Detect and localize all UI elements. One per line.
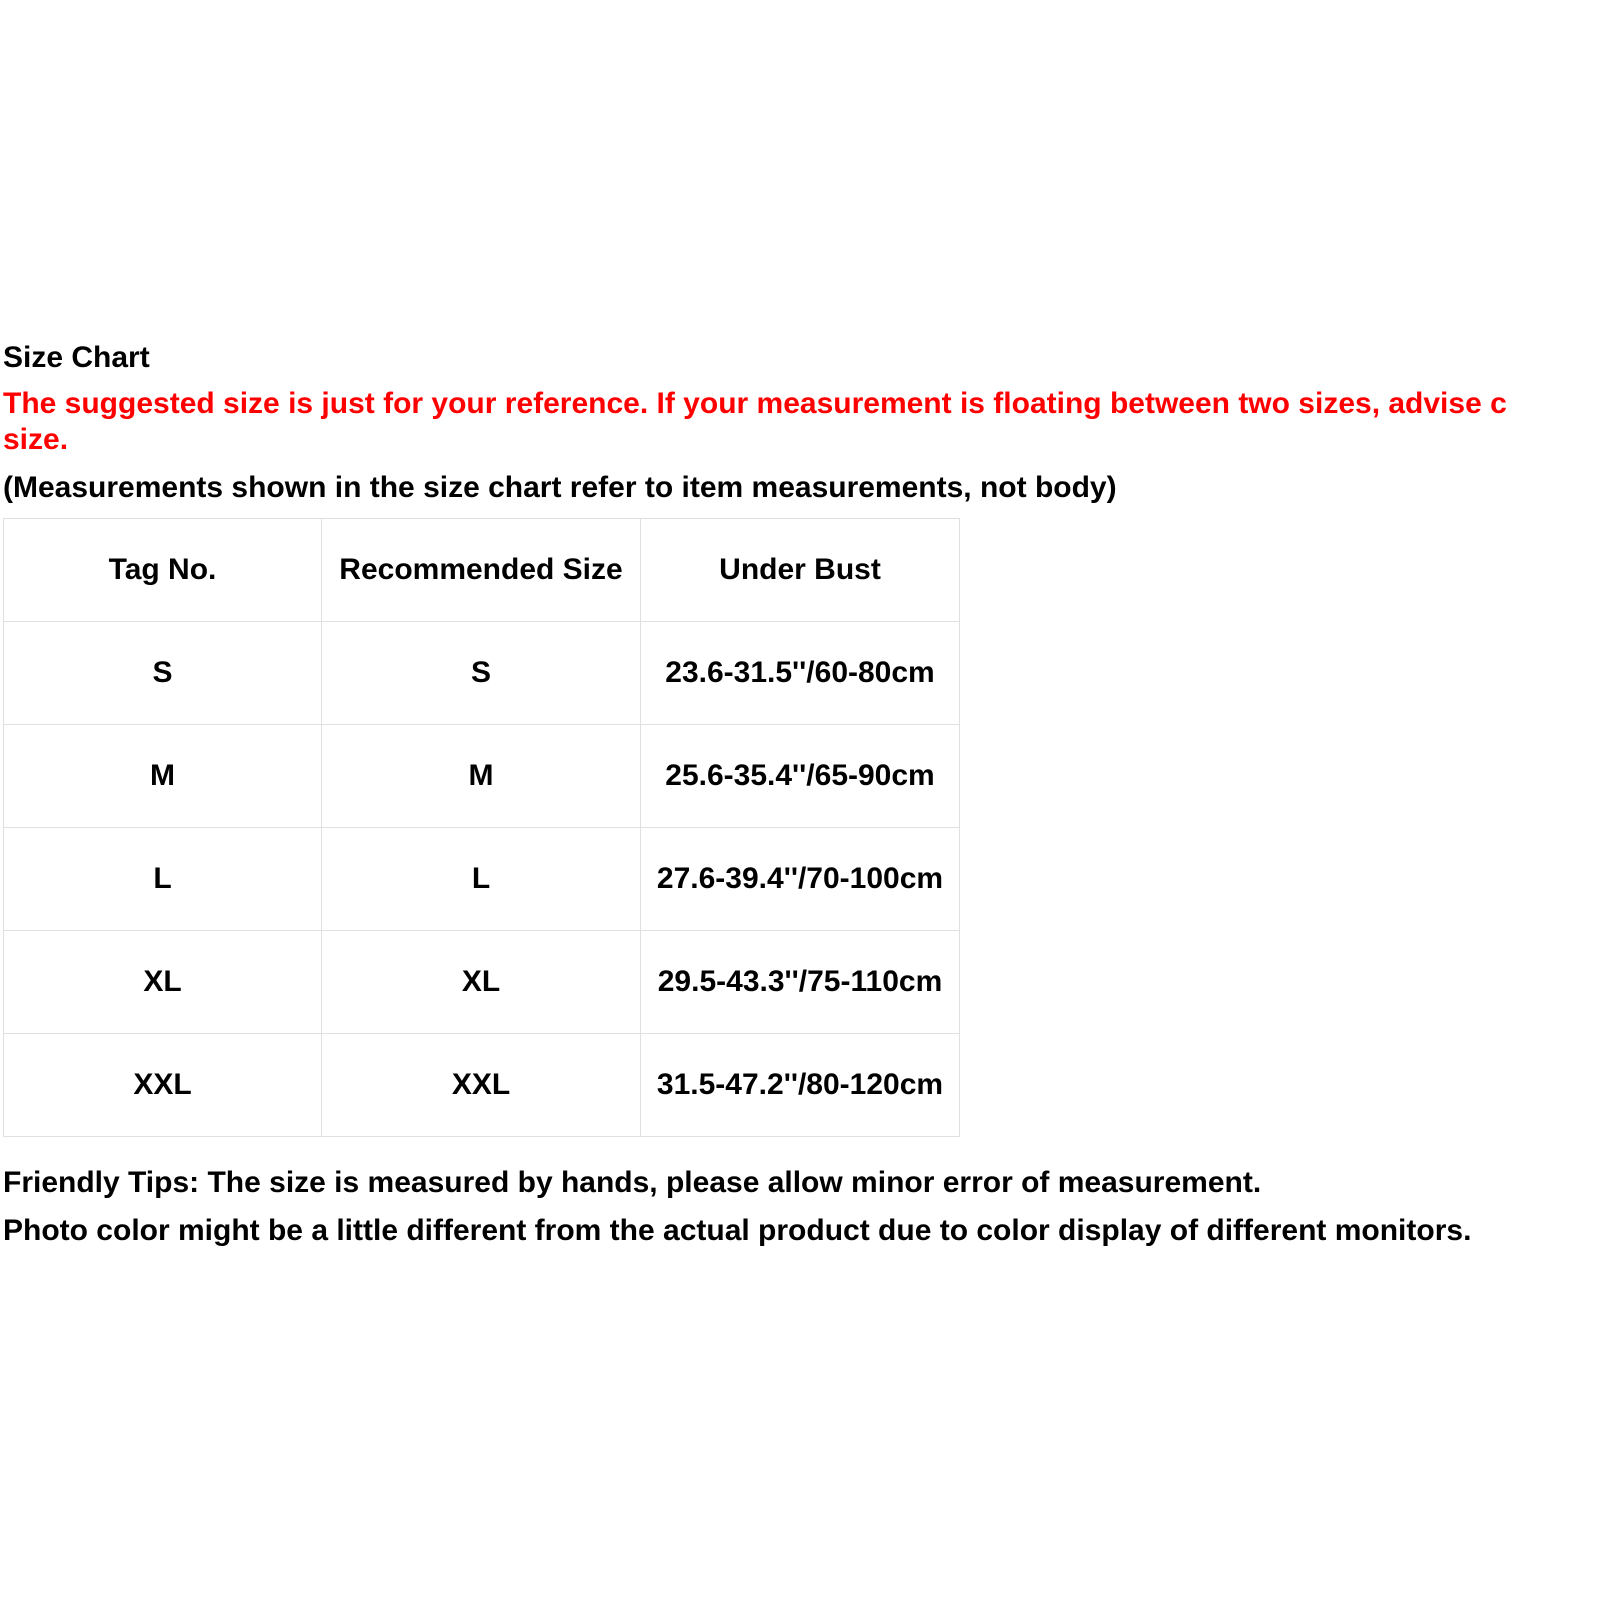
header-recommended-size: Recommended Size bbox=[322, 519, 641, 622]
cell-tag-no: S bbox=[4, 622, 322, 725]
tips-line-2: Photo color might be a little different from the actual product due to color display of different monitors. bbox=[3, 1214, 1472, 1247]
cell-recommended-size: M bbox=[322, 725, 641, 828]
cell-under-bust: 29.5-43.3''/75-110cm bbox=[641, 931, 960, 1034]
cell-under-bust: 31.5-47.2''/80-120cm bbox=[641, 1034, 960, 1137]
measurement-note: (Measurements shown in the size chart refer to item measurements, not body) bbox=[3, 471, 1117, 504]
size-notice bbox=[3, 386, 1600, 458]
cell-under-bust: 27.6-39.4''/70-100cm bbox=[641, 828, 960, 931]
table-row bbox=[4, 931, 960, 1034]
page-title: Size Chart bbox=[3, 341, 150, 374]
cell-tag-no: XXL bbox=[4, 1034, 322, 1137]
cell-tag-no: XL bbox=[4, 931, 322, 1034]
cell-under-bust: 23.6-31.5''/60-80cm bbox=[641, 622, 960, 725]
table-row bbox=[4, 828, 960, 931]
table-row bbox=[4, 622, 960, 725]
header-tag-no: Tag No. bbox=[4, 519, 322, 622]
size-table bbox=[3, 518, 960, 1137]
cell-under-bust: 25.6-35.4''/65-90cm bbox=[641, 725, 960, 828]
table-row bbox=[4, 1034, 960, 1137]
cell-recommended-size: XL bbox=[322, 931, 641, 1034]
cell-recommended-size: L bbox=[322, 828, 641, 931]
friendly-tips bbox=[3, 1159, 1600, 1255]
cell-tag-no: L bbox=[4, 828, 322, 931]
cell-recommended-size: S bbox=[322, 622, 641, 725]
size-chart-section bbox=[3, 340, 1600, 1255]
cell-tag-no: M bbox=[4, 725, 322, 828]
table-row bbox=[4, 725, 960, 828]
size-notice-line-1: The suggested size is just for your reference. If your measurement is floating between two sizes, advise c bbox=[3, 387, 1507, 420]
tips-line-1: Friendly Tips: The size is measured by hands, please allow minor error of measurement. bbox=[3, 1166, 1262, 1199]
cell-recommended-size: XXL bbox=[322, 1034, 641, 1137]
table-header-row bbox=[4, 519, 960, 622]
size-notice-line-2: size. bbox=[3, 423, 69, 456]
header-under-bust: Under Bust bbox=[641, 519, 960, 622]
